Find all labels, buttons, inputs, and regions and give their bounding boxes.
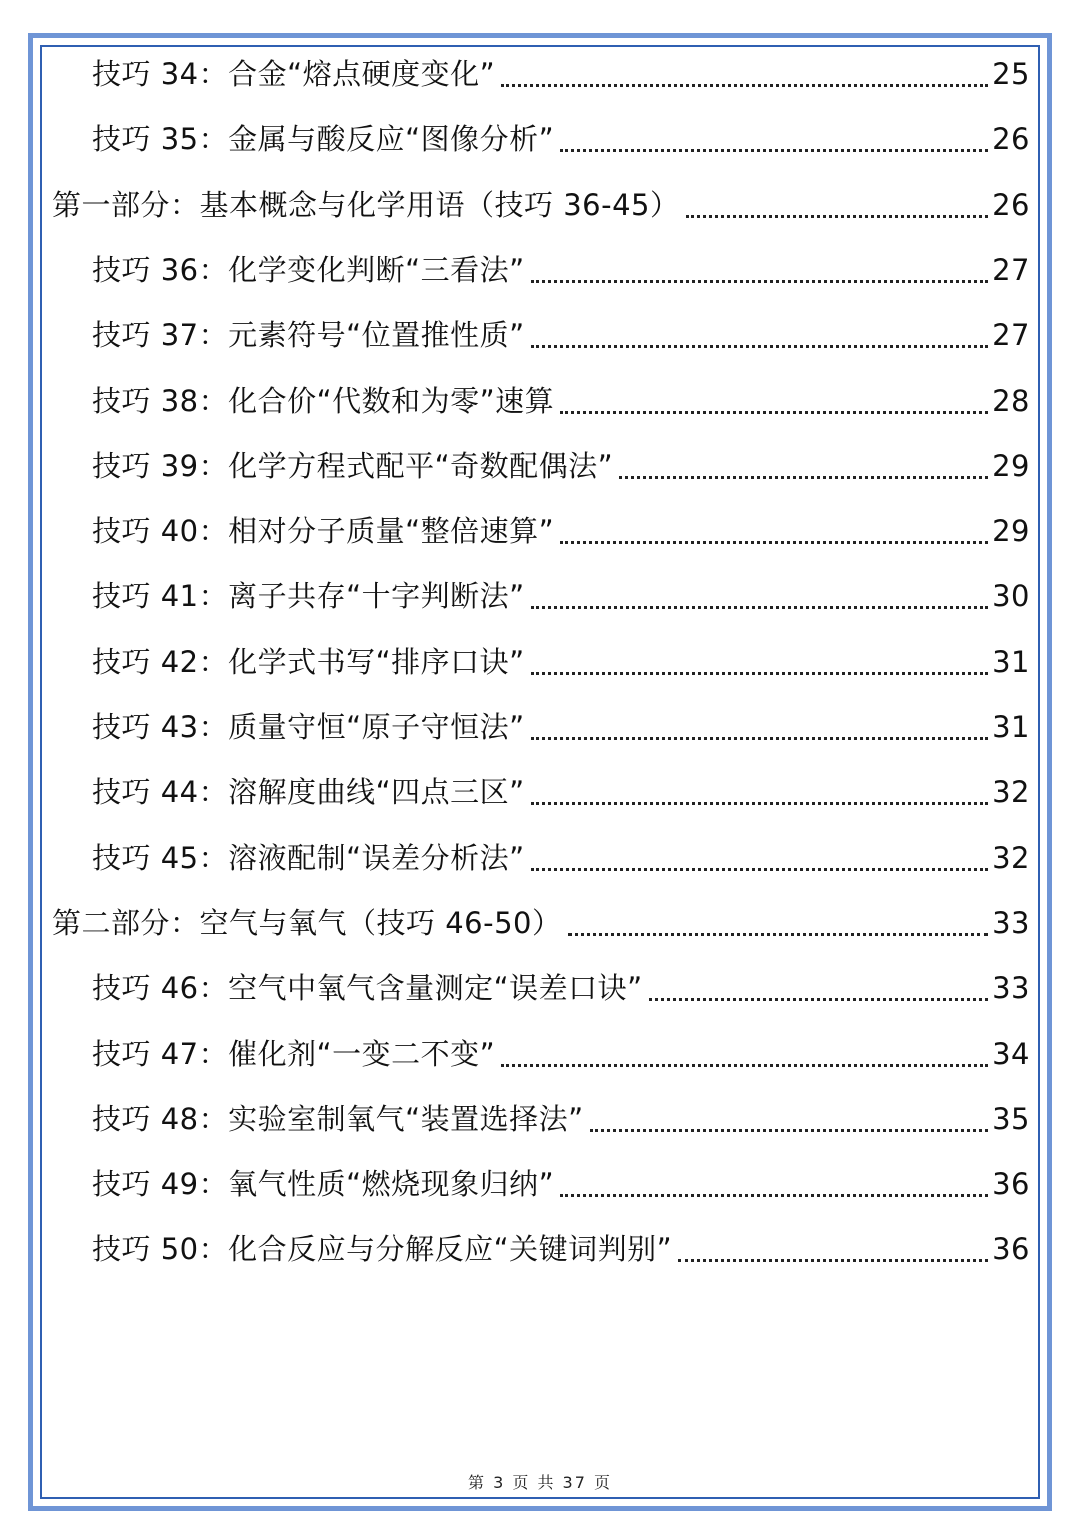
toc-entry-label: 技巧 41：离子共存“十字判断法”	[92, 579, 525, 614]
toc-entry-label: 技巧 42：化学式书写“排序口诀”	[92, 644, 525, 679]
toc-page-number: 29	[992, 448, 1030, 483]
toc-dot-leader	[531, 345, 988, 348]
toc-item-entry[interactable]	[92, 770, 1030, 814]
toc-dot-leader	[531, 868, 988, 871]
toc-section-entry[interactable]	[52, 183, 1030, 227]
toc-dot-leader	[649, 998, 988, 1001]
toc-page-number: 34	[992, 1036, 1030, 1071]
toc-entry-label: 技巧 36：化学变化判断“三看法”	[92, 252, 525, 287]
toc-dot-leader	[501, 84, 988, 87]
toc-entry-label: 技巧 39：化学方程式配平“奇数配偶法”	[92, 448, 614, 483]
toc-page-number: 31	[992, 710, 1030, 744]
toc-entry-label: 技巧 37：元素符号“位置推性质”	[92, 318, 525, 353]
toc-entry-label: 技巧 34：合金“熔点硬度变化”	[92, 57, 496, 91]
toc-item-entry[interactable]	[92, 379, 1030, 423]
toc-item-entry[interactable]	[92, 640, 1030, 684]
toc-page-number: 36	[992, 1167, 1030, 1202]
toc-entry-label: 技巧 44：溶解度曲线“四点三区”	[92, 775, 525, 810]
toc-dot-leader	[531, 802, 988, 805]
toc-dot-leader	[531, 672, 988, 675]
toc-item-entry[interactable]	[92, 313, 1030, 357]
toc-item-entry[interactable]	[92, 1032, 1030, 1076]
toc-dot-leader	[531, 280, 988, 283]
toc-dot-leader	[501, 1064, 988, 1067]
toc-page-number: 36	[992, 1232, 1030, 1267]
toc-item-entry[interactable]	[92, 509, 1030, 553]
toc-entry-label: 技巧 40：相对分子质量“整倍速算”	[92, 514, 555, 549]
toc-item-entry[interactable]	[92, 705, 1030, 749]
toc-item-entry[interactable]	[92, 1162, 1030, 1206]
toc-page-number: 30	[992, 579, 1030, 614]
toc-page-number: 27	[992, 318, 1030, 353]
toc-dot-leader	[531, 606, 988, 609]
toc-entry-label: 技巧 38：化合价“代数和为零”速算	[92, 383, 555, 418]
toc-page-number: 27	[992, 252, 1030, 287]
toc-item-entry[interactable]	[92, 52, 1030, 96]
toc-page-number: 33	[992, 905, 1030, 940]
toc-dot-leader	[560, 411, 988, 414]
page-footer: 第 3 页 共 37 页	[468, 1473, 612, 1492]
toc-entry-label: 技巧 50：化合反应与分解反应“关键词判别”	[92, 1232, 673, 1267]
toc-entry-label: 第二部分：空气与氧气（技巧 46-50）	[52, 905, 562, 940]
toc-page-number: 28	[992, 383, 1030, 418]
toc-dot-leader	[686, 215, 989, 218]
toc-item-entry[interactable]	[92, 1097, 1030, 1141]
toc-section-entry[interactable]	[52, 901, 1030, 945]
toc-entry-label: 技巧 35：金属与酸反应“图像分析”	[92, 122, 555, 157]
toc-entry-label: 技巧 46：空气中氧气含量测定“误差口诀”	[92, 971, 643, 1006]
toc-dot-leader	[568, 933, 989, 936]
toc-item-entry[interactable]	[92, 1227, 1030, 1271]
toc-item-entry[interactable]	[92, 836, 1030, 880]
toc-item-entry[interactable]	[92, 966, 1030, 1010]
toc-item-entry[interactable]	[92, 117, 1030, 161]
toc-page-number: 35	[992, 1101, 1030, 1136]
toc-dot-leader	[678, 1259, 988, 1262]
toc-entry-label: 技巧 48：实验室制氧气“装置选择法”	[92, 1101, 584, 1136]
toc-page-number: 25	[992, 57, 1030, 91]
toc-dot-leader	[560, 1194, 988, 1197]
toc-dot-leader	[531, 737, 988, 740]
toc-page-number: 26	[992, 122, 1030, 157]
toc-dot-leader	[560, 541, 988, 544]
toc-entry-label: 技巧 47：催化剂“一变二不变”	[92, 1036, 496, 1071]
toc-entry-label: 技巧 45：溶液配制“误差分析法”	[92, 840, 525, 875]
toc-page-number: 32	[992, 840, 1030, 875]
toc-page-number: 31	[992, 644, 1030, 679]
toc-entry-label: 第一部分：基本概念与化学用语（技巧 36-45）	[52, 187, 680, 222]
toc-item-entry[interactable]	[92, 248, 1030, 292]
toc-page-number: 33	[992, 971, 1030, 1006]
toc-item-entry[interactable]	[92, 444, 1030, 488]
toc-entry-label: 技巧 49：氧气性质“燃烧现象归纳”	[92, 1167, 555, 1202]
toc-dot-leader	[590, 1129, 988, 1132]
toc-dot-leader	[619, 476, 988, 479]
toc-page-number: 32	[992, 775, 1030, 810]
toc-dot-leader	[560, 149, 988, 152]
toc-entry-label: 技巧 43：质量守恒“原子守恒法”	[92, 710, 525, 744]
toc-page-number: 29	[992, 514, 1030, 549]
toc-page-number: 26	[992, 187, 1030, 222]
toc-item-entry[interactable]	[92, 574, 1030, 618]
